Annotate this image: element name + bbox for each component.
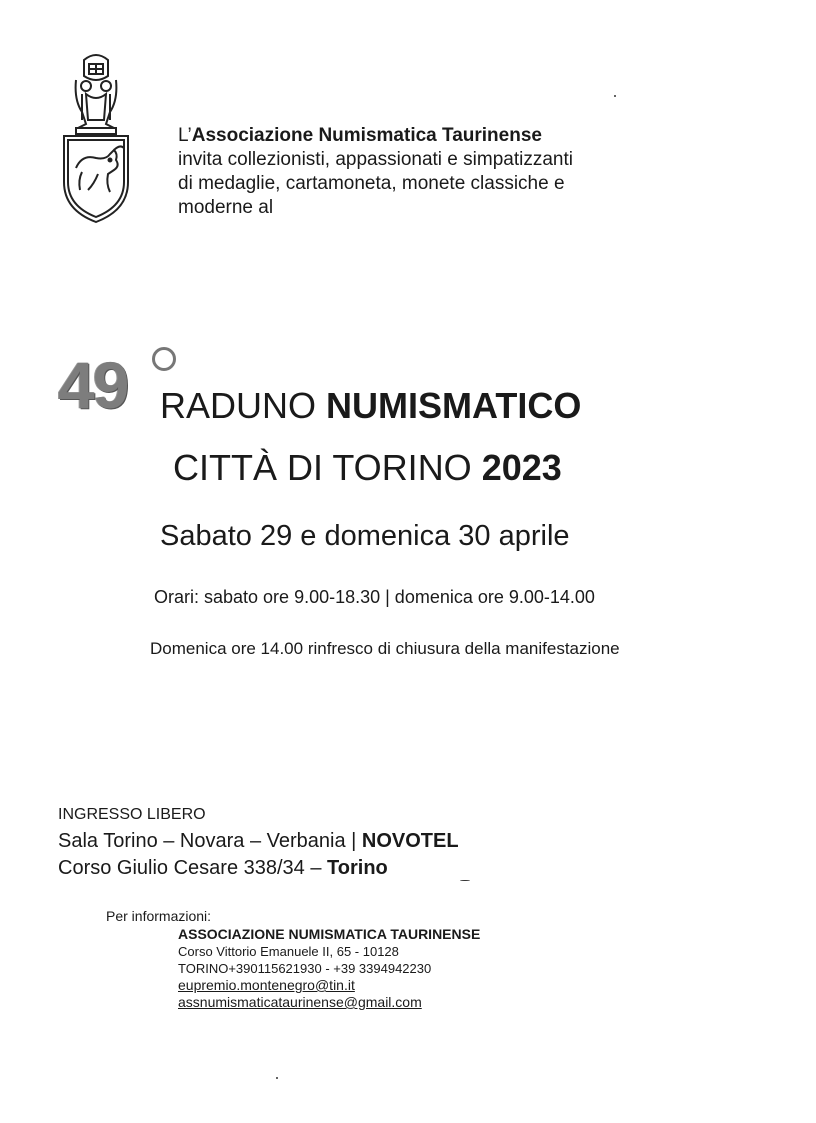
contact-organization: ASSOCIAZIONE NUMISMATICA TAURINENSE — [178, 926, 481, 942]
event-title: RADUNO NUMISMATICO — [160, 385, 582, 426]
opening-hours: Orari: sabato ore 9.00-18.30 | domenica ore 9.00-14.00 — [154, 587, 595, 607]
contact-address: Corso Vittorio Emanuele II, 65 - 10128 — [178, 944, 399, 959]
degree-symbol — [152, 347, 176, 371]
event-dates: Sabato 29 e domenica 30 aprile — [160, 520, 570, 552]
contact-email-2[interactable]: assnumismaticataurinense@gmail.com — [178, 994, 422, 1010]
contact-block — [178, 926, 480, 1011]
venue-city: Torino — [327, 857, 388, 879]
intro-line-1: L’Associazione Numismatica Taurinense — [178, 125, 542, 146]
contact-phones: TORINO+390115621930 - +39 3394942230 — [178, 961, 432, 976]
closing-note: Domenica ore 14.00 rinfresco di chiusura della manifestazione — [150, 639, 620, 658]
info-label: Per informazioni: — [106, 908, 212, 924]
event-year: 2023 — [481, 447, 562, 488]
intro-paragraph — [178, 124, 738, 220]
scan-speck — [460, 880, 470, 881]
hotel-name: NOVOTEL — [361, 830, 459, 852]
intro-line-4: moderne al — [178, 197, 274, 218]
scan-speck — [614, 95, 616, 97]
intro-line-3: di medaglie, cartamoneta, monete classiche e — [178, 173, 565, 194]
venue-hall: Sala Torino – Novara – Verbania | NOVOTEL — [58, 830, 459, 852]
turin-bull-coat-of-arms-icon — [58, 50, 134, 226]
edition-number: 49 — [58, 348, 128, 422]
intro-line-2: invita collezionisti, appassionati e simpatizzanti — [178, 149, 573, 170]
event-city-year: CITTÀ DI TORINO 2023 — [173, 447, 562, 488]
venue-address: Corso Giulio Cesare 338/34 – Torino — [58, 857, 388, 879]
organization-name: Associazione Numismatica Taurinense — [191, 125, 542, 146]
contact-email-1[interactable]: eupremio.montenegro@tin.it — [178, 977, 355, 993]
free-entry: INGRESSO LIBERO — [58, 806, 206, 823]
scan-speck — [276, 1077, 278, 1079]
